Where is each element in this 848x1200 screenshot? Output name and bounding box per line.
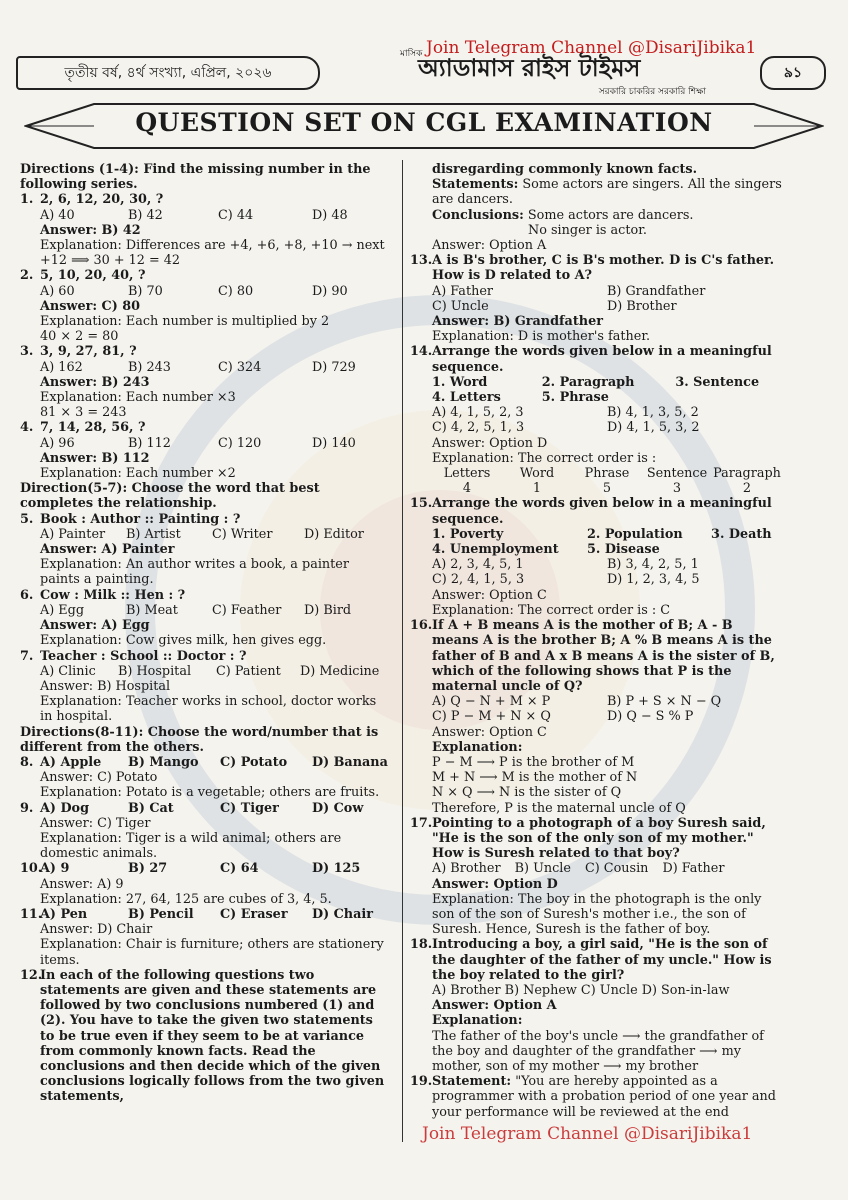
issue-label: তৃতীয় বর্ষ, ৪র্থ সংখ্যা, এপ্রিল, ২০২৬ bbox=[16, 56, 320, 90]
column-divider bbox=[402, 160, 403, 1142]
question-11 bbox=[20, 907, 388, 968]
option-a: A) 4, 1, 5, 2, 3 bbox=[432, 405, 524, 421]
explanation: The father of the boy's uncle ⟶ the grandfather of the boy and daughter of the grandfather ⟶ my mother, son of my mother ⟶ my brother bbox=[432, 1028, 764, 1074]
directions-8-11: Directions(8-11): Choose the word/number that is different from the others. bbox=[20, 724, 379, 755]
conclusion-1: Some actors are dancers. bbox=[527, 207, 694, 223]
answer: Answer: A) 9 bbox=[40, 876, 124, 892]
option-c: C) Potato bbox=[220, 754, 288, 770]
question-number: 6. bbox=[20, 587, 34, 603]
question-number: 8. bbox=[20, 754, 34, 770]
option-c: C) 80 bbox=[218, 283, 254, 299]
option-a: A) Pen bbox=[40, 906, 88, 922]
question-number: 3. bbox=[20, 344, 34, 360]
question-number: 13. bbox=[410, 253, 433, 269]
word-5: 5. Disease bbox=[587, 542, 660, 558]
explanation: Explanation: Cow gives milk, hen gives egg. bbox=[40, 633, 327, 649]
explanation-line: N × Q ⟶ N is the sister of Q bbox=[432, 785, 622, 801]
explanation-label: Explanation: bbox=[432, 1013, 523, 1029]
explanation: Explanation: Chair is furniture; others are stationery items. bbox=[40, 937, 384, 968]
statement-text: "You are hereby appointed as a programmer with a probation period of one year and your performance will be reviewed at the end bbox=[432, 1074, 776, 1120]
option-b: B) P + S × N − Q bbox=[607, 694, 722, 710]
question-number: 4. bbox=[20, 420, 34, 436]
telegram-watermark-bottom: Join Telegram Channel @DisariJibika1 bbox=[422, 1124, 753, 1144]
question-12 bbox=[20, 968, 388, 1105]
answer: Answer: D) Chair bbox=[40, 922, 153, 938]
question-number: 18. bbox=[410, 937, 433, 953]
masthead-monthly: মাসিক bbox=[400, 49, 423, 59]
option-b: B) Artist bbox=[126, 526, 181, 542]
order-word: Word bbox=[519, 466, 555, 482]
explanation-line: M + N ⟶ M is the mother of N bbox=[432, 770, 638, 786]
option-d: D) 140 bbox=[312, 435, 356, 451]
option-a: A) 162 bbox=[40, 359, 83, 375]
statements-text: Some actors are singers. All the singers are dancers. bbox=[432, 177, 782, 208]
option-d: D) 4, 1, 5, 3, 2 bbox=[607, 420, 700, 436]
order-word: Sentence bbox=[646, 466, 708, 482]
explanation-calc: 81 × 3 = 243 bbox=[40, 405, 127, 421]
explanation: Explanation: 27, 64, 125 are cubes of 3, 4, 5. bbox=[40, 891, 332, 907]
option-c: C) Uncle bbox=[432, 298, 489, 314]
order-number: 4 bbox=[462, 481, 472, 497]
question-number: 1. bbox=[20, 192, 34, 208]
question-8 bbox=[20, 755, 388, 801]
explanation: Explanation: Tiger is a wild animal; others are domestic animals. bbox=[40, 830, 342, 862]
conclusion-2: No singer is actor. bbox=[528, 222, 647, 238]
question-7 bbox=[20, 649, 388, 725]
option-a: A) Dog bbox=[40, 800, 90, 816]
question-text: Teacher : School :: Doctor : ? bbox=[40, 648, 247, 664]
word-5: 5. Phrase bbox=[541, 390, 609, 406]
option-c: C) Writer bbox=[212, 526, 273, 542]
option-a: A) Q − N + M × P bbox=[432, 694, 551, 710]
answer: Answer: A) Egg bbox=[40, 618, 150, 634]
directions-5-7: Direction(5-7): Choose the word that best completes the relationship. bbox=[20, 481, 320, 512]
question-number: 14. bbox=[410, 344, 433, 360]
question-text: Pointing to a photograph of a boy Suresh said, "He is the son of the only son of my mother." How is Suresh related to that boy? bbox=[432, 815, 766, 862]
explanation-line: Therefore, P is the maternal uncle of Q bbox=[432, 800, 686, 816]
question-4 bbox=[20, 420, 388, 481]
answer: Answer: C) 80 bbox=[40, 298, 141, 314]
option-a: A) Clinic bbox=[40, 663, 96, 679]
answer: Answer: B) Hospital bbox=[40, 678, 171, 694]
question-15 bbox=[410, 496, 782, 618]
answer: Answer: Option D bbox=[432, 876, 558, 892]
directions-1-4: Directions (1-4): Find the missing number in the following series. bbox=[20, 162, 371, 193]
option-b: B) Grandfather bbox=[607, 283, 706, 299]
answer: Answer: B) 243 bbox=[40, 374, 150, 390]
word-4: 4. Unemployment bbox=[432, 542, 559, 558]
option-a: A) Apple bbox=[40, 754, 102, 770]
option-d: D) Banana bbox=[312, 754, 388, 770]
option-a: A) 9 bbox=[40, 861, 70, 877]
explanation: Explanation: The boy in the photograph is the only son of the son of Suresh's mother i.e., the son of Suresh. Hence, Suresh is the father of boy. bbox=[432, 891, 762, 938]
question-text: Arrange the words given below in a meaningful sequence. bbox=[432, 344, 772, 375]
question-14 bbox=[410, 344, 782, 497]
answer: Answer: Option A bbox=[432, 238, 547, 254]
question-text: Book : Author :: Painting : ? bbox=[40, 511, 241, 527]
question-text: 2, 6, 12, 20, 30, ? bbox=[40, 192, 164, 208]
answer: Answer: C) Tiger bbox=[40, 815, 151, 831]
explanation: Explanation: The correct order is : bbox=[432, 450, 657, 466]
answer: Answer: B) Grandfather bbox=[432, 314, 603, 330]
left-column bbox=[20, 162, 388, 1105]
question-9 bbox=[20, 801, 388, 862]
order-word: Letters bbox=[443, 466, 491, 482]
answer: Answer: Option D bbox=[432, 435, 548, 451]
option-d: D) 729 bbox=[312, 359, 356, 375]
answer: Answer: C) Potato bbox=[40, 770, 158, 786]
explanation: Explanation: Potato is a vegetable; others are fruits. bbox=[40, 785, 380, 801]
option-b: B) Pencil bbox=[128, 906, 194, 922]
option-b: B) Uncle bbox=[514, 861, 571, 877]
explanation: Explanation: An author writes a book, a painter paints a painting. bbox=[40, 557, 349, 588]
option-b: B) Mango bbox=[128, 754, 199, 770]
question-number: 19. bbox=[410, 1074, 433, 1090]
question-text: In each of the following questions two statements are given and these statements are followed by two conclusions numbered (1) and (2). You have to take the given two statements to be true even if they seem to be at variance from commonly known facts. Read the conclusions and then decide which of the given conclusions logically follows from the two given statements, bbox=[40, 967, 385, 1105]
order-table bbox=[432, 466, 782, 496]
question-3 bbox=[20, 344, 388, 420]
question-5 bbox=[20, 512, 388, 588]
question-text: Arrange the words given below in a meaningful sequence. bbox=[432, 496, 772, 527]
option-d: D) Father bbox=[662, 861, 725, 877]
option-b: B) Hospital bbox=[118, 663, 192, 679]
word-3: 3. Death bbox=[711, 526, 772, 542]
right-column bbox=[410, 162, 782, 1120]
option-b: B) 4, 1, 3, 5, 2 bbox=[607, 405, 699, 421]
question-19 bbox=[410, 1074, 782, 1120]
option-c: C) Tiger bbox=[220, 800, 279, 816]
explanation: Explanation: Teacher works in school, doctor works in hospital. bbox=[40, 694, 377, 725]
statements bbox=[432, 177, 782, 207]
explanation: Explanation: Each number is multiplied by 2 bbox=[40, 314, 330, 330]
option-d: D) Cow bbox=[312, 800, 364, 816]
word-2: 2. Paragraph bbox=[541, 374, 635, 390]
question-number: 7. bbox=[20, 648, 34, 664]
option-d: D) 48 bbox=[312, 207, 348, 223]
question-13 bbox=[410, 253, 782, 345]
option-c: C) Patient bbox=[216, 663, 281, 679]
conclusions-label: Conclusions: bbox=[432, 207, 524, 223]
option-b: B) Cat bbox=[128, 800, 174, 816]
question-number: 11. bbox=[20, 906, 43, 922]
option-b: B) 243 bbox=[128, 359, 171, 375]
question-number: 16. bbox=[410, 618, 433, 634]
question-2 bbox=[20, 268, 388, 344]
question-text: A is B's brother, C is B's mother. D is C's father. How is D related to A? bbox=[432, 253, 775, 284]
option-c: C) 2, 4, 1, 5, 3 bbox=[432, 572, 525, 588]
option-d: D) Editor bbox=[304, 526, 364, 542]
word-3: 3. Sentence bbox=[675, 374, 760, 390]
masthead-title: অ্যাডামাস রাইস টাইমস bbox=[418, 54, 641, 82]
explanation-label: Explanation: bbox=[432, 739, 523, 755]
option-a: A) 2, 3, 4, 5, 1 bbox=[432, 557, 524, 573]
conclusions bbox=[432, 208, 782, 223]
option-d: D) Bird bbox=[304, 602, 352, 618]
question-text: 7, 14, 28, 56, ? bbox=[40, 420, 146, 436]
option-c: C) Eraser bbox=[220, 906, 288, 922]
order-word: Paragraph bbox=[713, 466, 781, 482]
question-number: 17. bbox=[410, 815, 433, 831]
answer: Answer: A) Painter bbox=[40, 542, 175, 558]
option-d: D) 125 bbox=[312, 861, 361, 877]
option-d: D) Q − S % P bbox=[607, 709, 694, 725]
question-12-continued: disregarding commonly known facts. bbox=[432, 162, 698, 177]
question-6 bbox=[20, 588, 388, 649]
option-b: B) 3, 4, 2, 5, 1 bbox=[607, 557, 699, 573]
option-b: B) 27 bbox=[128, 861, 168, 877]
order-number: 2 bbox=[742, 481, 752, 497]
order-number: 5 bbox=[602, 481, 612, 497]
option-c: C) 4, 2, 5, 1, 3 bbox=[432, 420, 525, 436]
answer: Answer: Option A bbox=[432, 998, 557, 1014]
order-number: 3 bbox=[672, 481, 682, 497]
word-2: 2. Population bbox=[587, 526, 683, 542]
option-b: B) 112 bbox=[128, 435, 171, 451]
question-16 bbox=[410, 618, 782, 816]
question-text: 3, 9, 27, 81, ? bbox=[40, 344, 137, 360]
explanation: Explanation: Each number ×3 bbox=[40, 390, 236, 406]
option-a: A) 96 bbox=[40, 435, 75, 451]
answer: Answer: B) 112 bbox=[40, 450, 150, 466]
telegram-watermark-top: Join Telegram Channel @DisariJibika1 bbox=[426, 38, 757, 58]
explanation: Explanation: D is mother's father. bbox=[432, 329, 651, 345]
question-text: Introducing a boy, a girl said, "He is the son of the daughter of the father of my uncle." How is the boy related to the girl? bbox=[432, 937, 772, 983]
option-a: A) Brother bbox=[432, 861, 501, 877]
question-text: 5, 10, 20, 40, ? bbox=[40, 268, 146, 284]
question-text: If A + B means A is the mother of B; A - B means A is the brother B; A % B means A is the father of B and A x B means A is the sister of B, which of the following shows that P is the maternal uncle of Q? bbox=[432, 618, 775, 694]
question-17 bbox=[410, 815, 782, 938]
option-c: C) Feather bbox=[212, 602, 282, 618]
option-d: D) Chair bbox=[312, 906, 373, 922]
question-number: 10. bbox=[20, 861, 43, 877]
question-number: 2. bbox=[20, 268, 34, 284]
question-text: Cow : Milk :: Hen : ? bbox=[40, 587, 186, 603]
order-word: Phrase bbox=[584, 466, 630, 482]
question-1 bbox=[20, 192, 388, 268]
option-d: D) Brother bbox=[607, 298, 677, 314]
option-c: C) 64 bbox=[220, 861, 259, 877]
option-a: A) Father bbox=[432, 283, 494, 299]
explanation-calc: 40 × 2 = 80 bbox=[40, 329, 119, 345]
option-a: A) 60 bbox=[40, 283, 75, 299]
option-d: D) 1, 2, 3, 4, 5 bbox=[607, 572, 700, 588]
statement-label: Statement: bbox=[432, 1074, 512, 1090]
explanation-line: P − M ⟶ P is the brother of M bbox=[432, 754, 635, 770]
question-18 bbox=[410, 937, 782, 1074]
option-d: D) Medicine bbox=[300, 663, 380, 679]
option-b: B) 42 bbox=[128, 207, 163, 223]
option-c: C) 120 bbox=[218, 435, 262, 451]
page-number: ৯১ bbox=[760, 56, 826, 90]
question-number: 12. bbox=[20, 967, 43, 983]
option-a: A) Painter bbox=[40, 526, 106, 542]
question-number: 15. bbox=[410, 496, 433, 512]
option-a: A) 40 bbox=[40, 207, 75, 223]
explanation: Explanation: Each number ×2 bbox=[40, 466, 236, 482]
statements-label: Statements: bbox=[432, 177, 519, 193]
answer: Answer: B) 42 bbox=[40, 222, 141, 238]
option-c: C) Cousin bbox=[584, 861, 649, 877]
option-b: B) 70 bbox=[128, 283, 163, 299]
option-c: C) P − M + N × Q bbox=[432, 709, 551, 725]
word-1: 1. Word bbox=[432, 374, 488, 390]
option-c: C) 324 bbox=[218, 359, 262, 375]
options: A) Brother B) Nephew C) Uncle D) Son-in-law bbox=[432, 982, 730, 998]
question-10 bbox=[20, 861, 388, 907]
question-number: 9. bbox=[20, 800, 34, 816]
option-a: A) Egg bbox=[40, 602, 85, 618]
masthead-subtitle: সরকারি চাকরির সরকারি শিক্ষা bbox=[598, 87, 706, 97]
explanation: Explanation: Differences are +4, +6, +8, +10 → next +12 ⟹ 30 + 12 = 42 bbox=[40, 238, 385, 269]
word-1: 1. Poverty bbox=[432, 526, 504, 542]
answer: Answer: Option C bbox=[432, 587, 547, 603]
explanation: Explanation: The correct order is : C bbox=[432, 602, 671, 618]
question-number: 5. bbox=[20, 511, 34, 527]
order-number: 1 bbox=[532, 481, 542, 497]
title-banner bbox=[24, 98, 824, 154]
option-c: C) 44 bbox=[218, 207, 254, 223]
answer: Answer: Option C bbox=[432, 724, 547, 740]
option-d: D) 90 bbox=[312, 283, 348, 299]
page-title: QUESTION SET ON CGL EXAMINATION bbox=[135, 108, 713, 137]
word-4: 4. Letters bbox=[432, 390, 501, 406]
option-b: B) Meat bbox=[126, 602, 178, 618]
